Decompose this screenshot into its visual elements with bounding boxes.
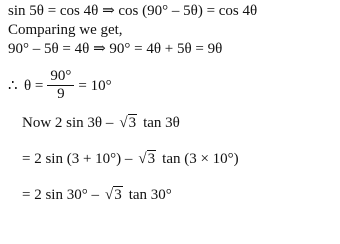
- fraction: [47, 68, 74, 103]
- expression-line: [22, 114, 180, 132]
- radicand: 3: [114, 187, 122, 203]
- theta-lhs: θ =: [24, 77, 44, 94]
- radicand: 3: [147, 151, 156, 167]
- substitution-pre: = 2 sin (3 + 10°) –: [22, 151, 133, 167]
- simplified-line: [22, 186, 172, 204]
- sqrt-3: [138, 150, 156, 168]
- sqrt-icon: √: [119, 115, 128, 131]
- fraction-numerator: 90°: [47, 68, 74, 86]
- comparing-text: Comparing we get,: [8, 22, 123, 38]
- theta-rhs: = 10°: [78, 77, 112, 94]
- substitution-line: [22, 150, 239, 168]
- sqrt-3: [105, 186, 123, 204]
- substitution-post: tan (3 × 10°): [162, 151, 239, 167]
- therefore-symbol: ∴: [8, 77, 18, 94]
- fraction-denominator: 9: [57, 86, 65, 102]
- equation-line-3: 90° – 5θ = 4θ ⇒ 90° = 4θ + 5θ = 9θ: [8, 41, 223, 57]
- expression-post: tan 3θ: [143, 115, 180, 131]
- simplified-pre: = 2 sin 30° –: [22, 187, 99, 203]
- simplified-post: tan 30°: [128, 187, 172, 203]
- sqrt-icon: √: [104, 187, 114, 203]
- expression-pre: Now 2 sin 3θ –: [22, 115, 114, 131]
- radicand: 3: [128, 115, 137, 131]
- theta-result: [8, 68, 112, 103]
- sqrt-3: [119, 114, 137, 132]
- equation-line-1: sin 5θ = cos 4θ ⇒ cos (90° – 5θ) = cos 4θ: [8, 3, 258, 19]
- sqrt-icon: √: [138, 151, 147, 167]
